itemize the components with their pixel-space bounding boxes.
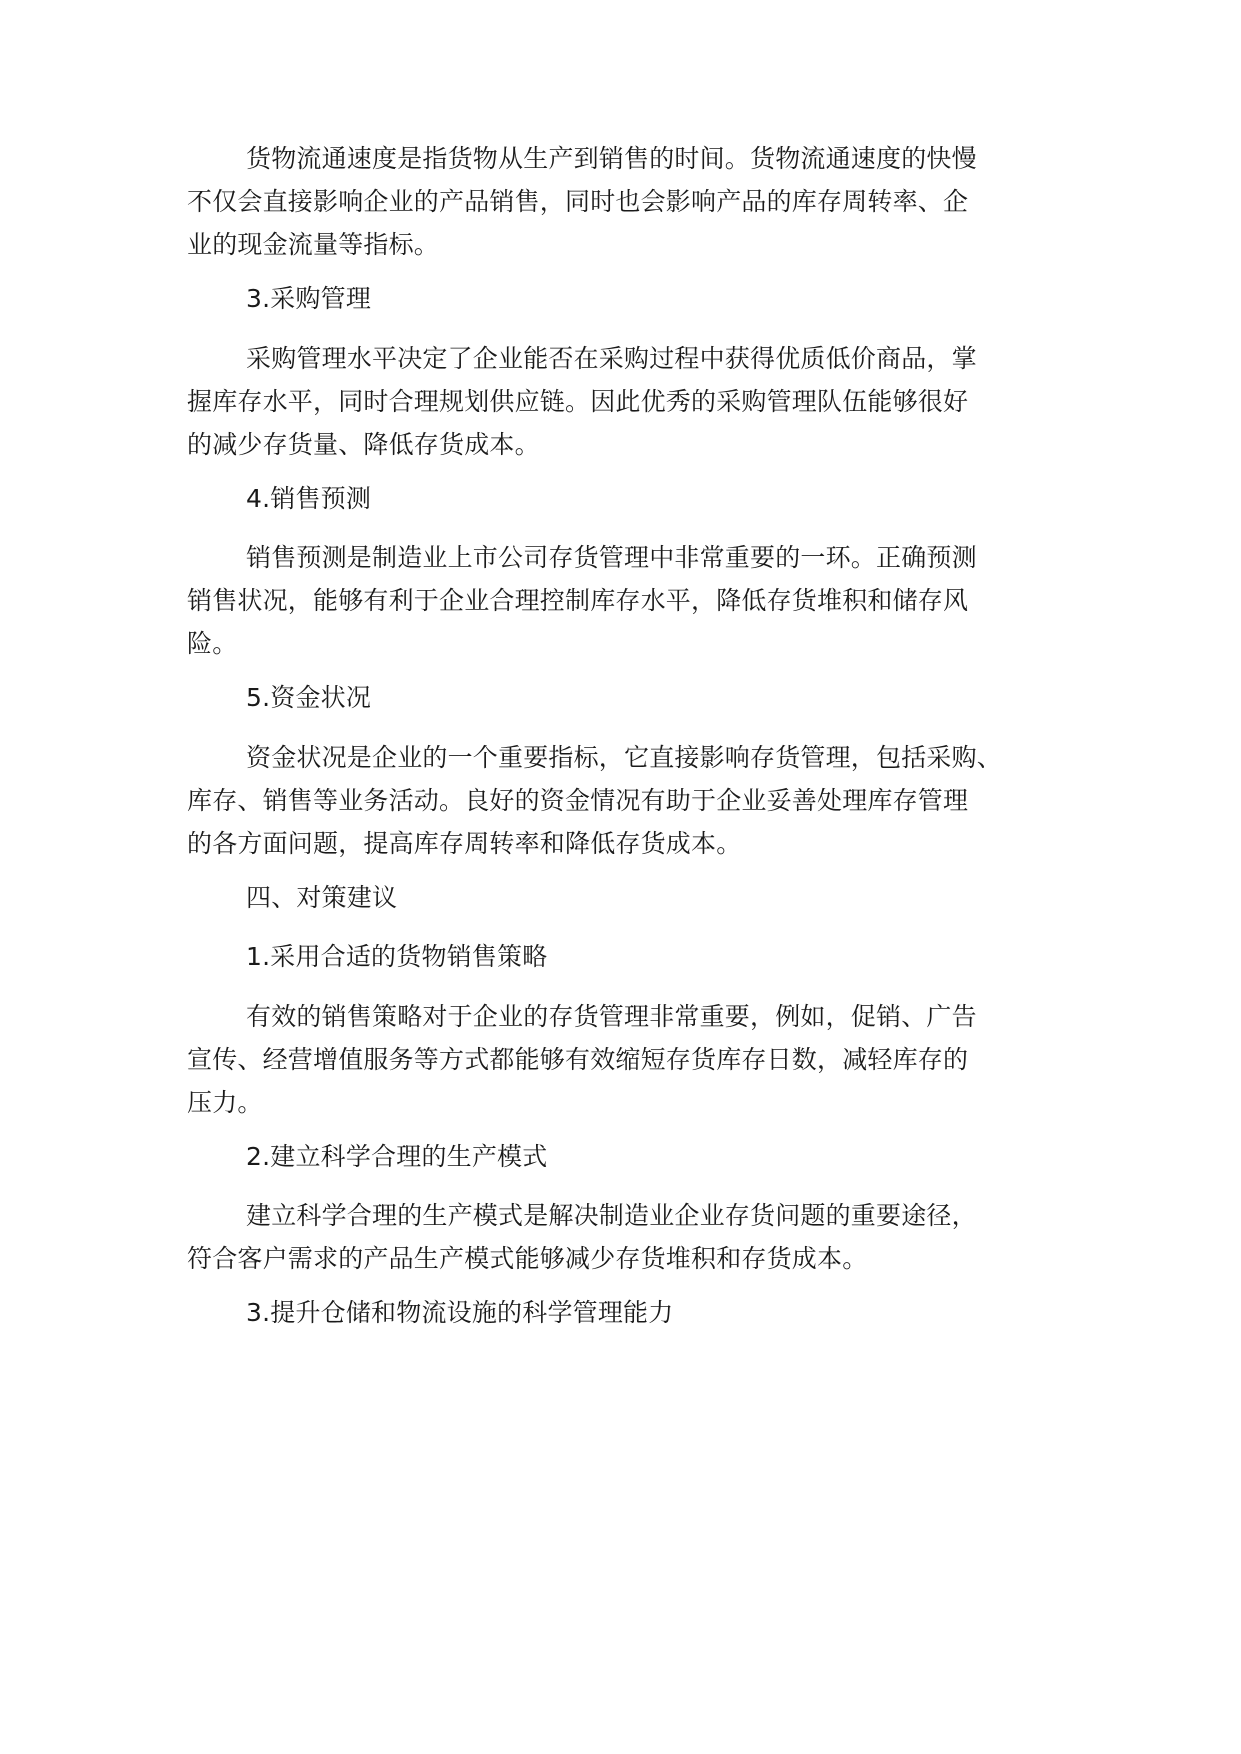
section-heading: 3.提升仓储和物流设施的科学管理能力 — [246, 1298, 674, 1327]
paragraph-sales-forecast — [187, 536, 1087, 665]
heading-sales-forecast — [187, 477, 1087, 520]
paragraph-line: 有效的销售策略对于企业的存货管理非常重要，例如，促销、广告 — [246, 1002, 977, 1031]
paragraph-production-model — [187, 1194, 1087, 1280]
paragraph-line: 的各方面问题，提高库存周转率和降低存货成本。 — [187, 829, 742, 858]
paragraph-goods-circulation-speed — [187, 137, 1087, 266]
heading-procurement-management — [187, 277, 1087, 320]
paragraph-line: 符合客户需求的产品生产模式能够减少存货堆积和存货成本。 — [187, 1244, 868, 1273]
paragraph-sales-strategy — [187, 995, 1087, 1124]
heading-sales-strategy — [187, 935, 1087, 978]
paragraph-line: 销售预测是制造业上市公司存货管理中非常重要的一环。正确预测 — [246, 543, 977, 572]
section-heading: 2.建立科学合理的生产模式 — [246, 1142, 548, 1171]
paragraph-line: 压力。 — [187, 1088, 263, 1117]
section-heading: 5.资金状况 — [246, 683, 372, 712]
section-heading: 1.采用合适的货物销售策略 — [246, 942, 548, 971]
paragraph-line: 货物流通速度是指货物从生产到销售的时间。货物流通速度的快慢 — [246, 144, 977, 173]
paragraph-capital-status — [187, 736, 1087, 865]
paragraph-line: 资金状况是企业的一个重要指标，它直接影响存货管理，包括采购、 — [246, 743, 1003, 772]
heading-capital-status — [187, 676, 1087, 719]
paragraph-line: 建立科学合理的生产模式是解决制造业企业存货问题的重要途径， — [246, 1201, 977, 1230]
heading-countermeasures — [187, 876, 1087, 919]
paragraph-line: 握库存水平，同时合理规划供应链。因此优秀的采购管理队伍能够很好 — [187, 387, 969, 416]
paragraph-line: 业的现金流量等指标。 — [187, 230, 440, 259]
section-heading: 3.采购管理 — [246, 284, 372, 313]
section-heading: 4.销售预测 — [246, 484, 372, 513]
paragraph-line: 的减少存货量、降低存货成本。 — [187, 430, 540, 459]
paragraph-line: 不仅会直接影响企业的产品销售，同时也会影响产品的库存周转率、企 — [187, 187, 969, 216]
heading-warehousing-logistics — [187, 1291, 1087, 1334]
heading-production-model — [187, 1135, 1087, 1178]
section-heading: 四、对策建议 — [246, 883, 398, 912]
paragraph-line: 采购管理水平决定了企业能否在采购过程中获得优质低价商品，掌 — [246, 344, 977, 373]
paragraph-line: 险。 — [187, 629, 238, 658]
paragraph-line: 销售状况，能够有利于企业合理控制库存水平，降低存货堆积和储存风 — [187, 586, 969, 615]
paragraph-line: 库存、销售等业务活动。良好的资金情况有助于企业妥善处理库存管理 — [187, 786, 969, 815]
paragraph-procurement-management — [187, 337, 1087, 466]
paragraph-line: 宣传、经营增值服务等方式都能够有效缩短存货库存日数，减轻库存的 — [187, 1045, 969, 1074]
